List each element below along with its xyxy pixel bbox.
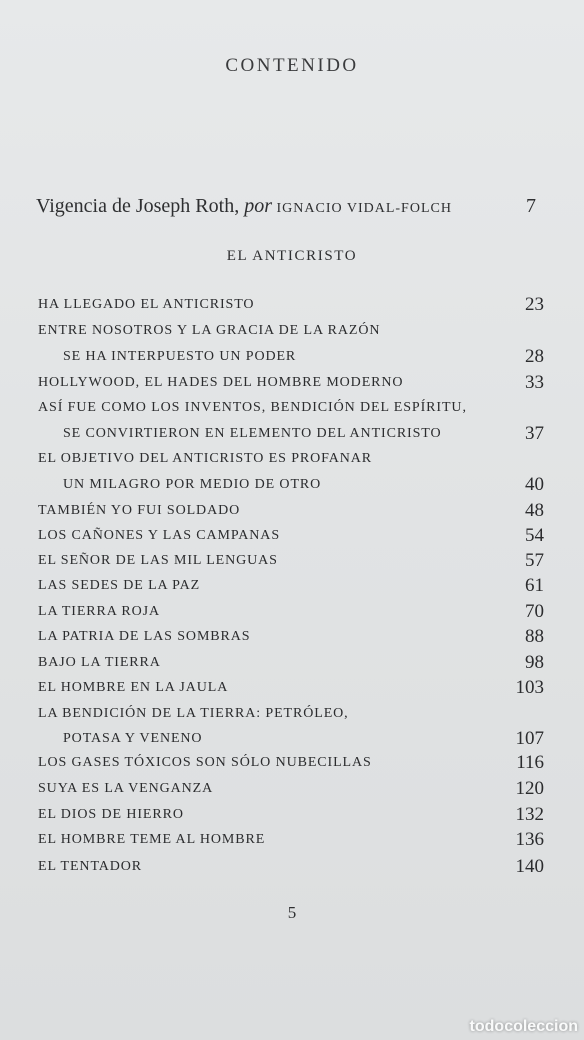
toc-entry	[38, 423, 544, 448]
toc-entry-page: 98	[525, 652, 544, 673]
toc-entry-page: 23	[525, 294, 544, 315]
toc-entry	[38, 550, 544, 575]
preface-page: 7	[526, 195, 536, 217]
toc-entry-label: EL HOMBRE TEME AL HOMBRE	[38, 832, 266, 847]
toc-entry	[38, 601, 544, 626]
toc-entry-page: 61	[525, 575, 544, 596]
toc-entry-label: HA LLEGADO EL ANTICRISTO	[38, 297, 255, 312]
toc-entry-page: 88	[525, 626, 544, 647]
toc-entry	[38, 372, 544, 397]
toc-entry-label: ENTRE NOSOTROS Y LA GRACIA DE LA RAZÓN	[38, 323, 381, 338]
toc-entry	[38, 778, 544, 803]
toc-entry-page: 136	[515, 829, 544, 850]
toc-entry	[38, 323, 544, 345]
toc-entry-page: 37	[525, 423, 544, 444]
toc-entry-label: SE HA INTERPUESTO UN PODER	[63, 349, 297, 364]
preface-author: IGNACIO VIDAL-FOLCH	[272, 201, 452, 216]
toc-entry-page: 33	[525, 372, 544, 393]
toc-entry	[38, 500, 544, 525]
toc-entry-label: EL DIOS DE HIERRO	[38, 807, 184, 822]
toc-entry	[38, 451, 544, 473]
preface-label	[36, 195, 452, 218]
toc-entry	[38, 346, 544, 371]
section-heading: EL ANTICRISTO	[226, 248, 358, 264]
toc-entry-label: LAS SEDES DE LA PAZ	[38, 578, 201, 593]
toc-entry-label: LOS CAÑONES Y LAS CAMPANAS	[38, 528, 280, 543]
toc-entry-page: 120	[515, 778, 544, 799]
toc-entry-page: 70	[525, 601, 544, 622]
preface-por: por	[244, 195, 272, 217]
watermark-prefix: todo	[469, 1018, 505, 1035]
toc-entry	[38, 652, 544, 677]
page-number: 5	[287, 903, 297, 922]
toc-entry-label: BAJO LA TIERRA	[38, 655, 161, 670]
toc-entry	[38, 752, 544, 777]
toc-entry	[38, 856, 544, 881]
toc-entry-label: SUYA ES LA VENGANZA	[38, 781, 214, 796]
toc-entry-page: 103	[515, 677, 544, 698]
toc-entry-label: SE CONVIRTIERON EN ELEMENTO DEL ANTICRISTO	[63, 426, 442, 441]
toc-entry-page: 140	[515, 856, 544, 877]
toc-entry	[38, 294, 544, 319]
toc-entry-page: 107	[515, 728, 544, 749]
toc-entry-label: EL SEÑOR DE LAS MIL LENGUAS	[38, 553, 278, 568]
toc-entry-page: 48	[525, 500, 544, 521]
site-watermark	[470, 1018, 578, 1036]
toc-entry-label: UN MILAGRO POR MEDIO DE OTRO	[63, 477, 322, 492]
toc-entry	[38, 677, 544, 702]
toc-entry-label: POTASA Y VENENO	[63, 731, 203, 746]
toc-entry-label: EL OBJETIVO DEL ANTICRISTO ES PROFANAR	[38, 451, 373, 466]
toc-entry-label: ASÍ FUE COMO LOS INVENTOS, BENDICIÓN DEL ESPÍRITU,	[38, 400, 467, 415]
toc-entry-label: EL TENTADOR	[38, 859, 143, 874]
toc-entry	[38, 804, 544, 829]
toc-entry-label: HOLLYWOOD, EL HADES DEL HOMBRE MODERNO	[38, 375, 404, 390]
toc-entry-label: TAMBIÉN YO FUI SOLDADO	[38, 503, 241, 518]
toc-entry-label: LA PATRIA DE LAS SOMBRAS	[38, 629, 251, 644]
toc-entry-page: 54	[525, 525, 544, 546]
toc-entry-page: 116	[516, 752, 544, 773]
preface-text: Vigencia de Joseph Roth,	[36, 195, 245, 217]
toc-entry-page: 28	[525, 346, 544, 367]
toc-entry-page: 40	[525, 474, 544, 495]
toc-entry-label: LA BENDICIÓN DE LA TIERRA: PETRÓLEO,	[38, 706, 349, 721]
toc-entry-label: EL HOMBRE EN LA JAULA	[38, 680, 229, 695]
toc-entry	[38, 474, 544, 499]
preface-entry	[36, 195, 542, 221]
page-title: CONTENIDO	[225, 55, 359, 76]
toc-entry	[38, 400, 544, 422]
toc-entry	[38, 525, 544, 550]
toc-entry	[38, 728, 544, 753]
toc-entry-label: LA TIERRA ROJA	[38, 604, 161, 619]
toc-entry-page: 57	[525, 550, 544, 571]
toc-entry-label: LOS GASES TÓXICOS SON SÓLO NUBECILLAS	[38, 755, 372, 770]
toc-entry-page: 132	[515, 804, 544, 825]
toc-entry	[38, 829, 544, 854]
toc-entry	[38, 626, 544, 651]
toc-entry	[38, 706, 544, 728]
watermark-suffix: on	[558, 1018, 578, 1035]
toc-entry	[38, 575, 544, 600]
watermark-middle: colecci	[504, 1018, 559, 1035]
